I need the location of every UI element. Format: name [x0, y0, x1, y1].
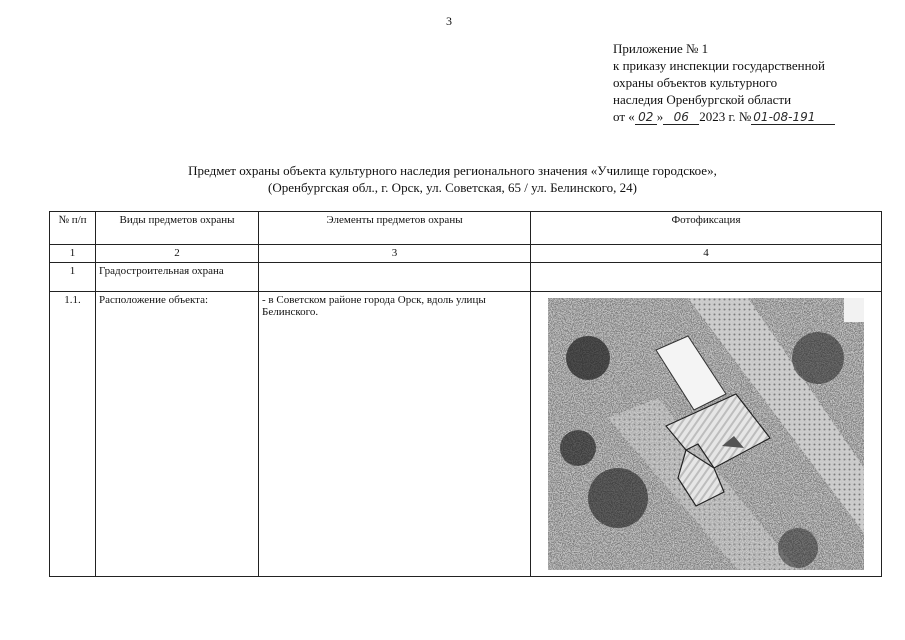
section-number: 1 — [50, 263, 96, 292]
column-number-1: 1 — [50, 245, 96, 263]
section-type: Градостроительная охрана — [96, 263, 259, 292]
title-line-1: Предмет охраны объекта культурного наследия регионального значения «Училище городское», — [188, 163, 717, 178]
column-number-2: 2 — [96, 245, 259, 263]
date-day-close: » — [656, 109, 664, 124]
item-number: 1.1. — [50, 292, 96, 577]
handwritten-day: 02 — [635, 110, 657, 125]
aerial-photo — [548, 298, 864, 570]
header-number: № п/п — [50, 212, 96, 245]
header-protection-elements: Элементы предметов охраны — [259, 212, 531, 245]
table-header-row — [50, 212, 882, 245]
column-number-4: 4 — [531, 245, 882, 263]
column-numbers-row — [50, 245, 882, 263]
date-year: 2023 г. № — [699, 109, 752, 124]
item-photo-cell — [531, 292, 882, 577]
appendix-line-3: охраны объектов культурного — [613, 75, 778, 90]
document-title — [0, 162, 905, 196]
table-row — [50, 263, 882, 292]
appendix-line-1: Приложение № 1 — [613, 41, 709, 56]
date-prefix: от « — [613, 109, 635, 124]
title-line-2: (Оренбургская обл., г. Орск, ул. Советская, 65 / ул. Белинского, 24) — [268, 180, 637, 195]
column-number-3: 3 — [259, 245, 531, 263]
protection-subject-table — [49, 211, 882, 577]
appendix-date-line — [613, 108, 835, 125]
header-protection-types: Виды предметов охраны — [96, 212, 259, 245]
page-number: 3 — [446, 14, 452, 28]
section-elements — [259, 263, 531, 292]
handwritten-order-number: 01-08-191 — [751, 110, 835, 125]
item-elements: - в Советском районе города Орск, вдоль улицы Белинского. — [259, 292, 531, 577]
section-photo — [531, 263, 882, 292]
appendix-line-4: наследия Оренбургской области — [613, 92, 792, 107]
item-type: Расположение объекта: — [96, 292, 259, 577]
appendix-line-2: к приказу инспекции государственной — [613, 58, 825, 73]
table-row — [50, 292, 882, 577]
handwritten-month: 06 — [663, 110, 699, 125]
header-photo-fixation: Фотофиксация — [531, 212, 882, 245]
appendix-block — [613, 40, 835, 125]
corner-building — [844, 298, 864, 322]
